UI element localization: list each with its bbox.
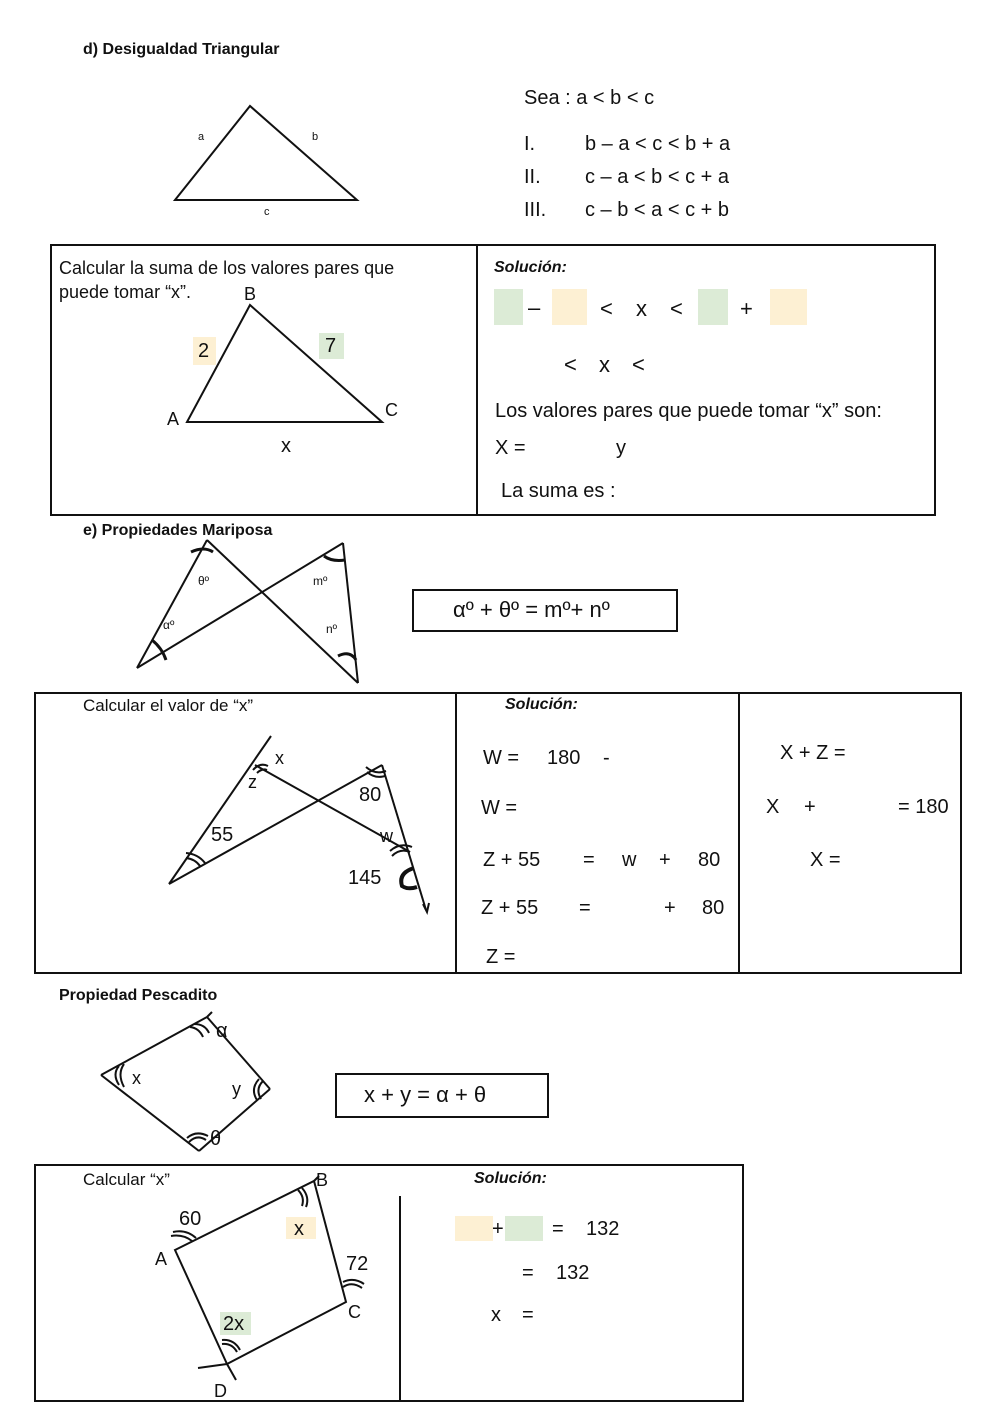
exercise-e-prompt: Calcular el valor de “x” [83,696,254,715]
rule-1-num: I. [524,133,536,155]
e-l3-w: w [622,849,637,871]
f-l1-eq: = [552,1218,564,1240]
vertex-f-d: D [214,1381,227,1401]
pescadito-theta: θ [210,1128,222,1150]
angle-n-label: nº [326,622,338,636]
section-f-title: Propiedad Pescadito [59,987,218,1004]
solution-e-label: Solución: [505,696,578,713]
angle-80-label: 80 [359,784,382,806]
blank-green-f[interactable] [505,1216,543,1241]
ineq2-lt-1: < [564,352,577,377]
e-col3-l2-plus: + [804,796,816,818]
f-l1-132: 132 [586,1218,620,1240]
e-l5-z: Z = [486,946,516,968]
y-word: y [616,437,626,459]
angle-x-label: x [275,748,284,768]
section-d-title: d) Desigualdad Triangular [83,41,280,58]
e-l3-80: 80 [698,849,721,871]
e-l3-eq: = [583,849,595,871]
rule-3-num: III. [524,199,547,221]
vertex-f-a: A [155,1249,168,1269]
pescadito-x: x [132,1068,141,1088]
ineq-lt-2: < [670,296,683,321]
ineq-x: x [636,296,647,321]
angle-72-label: 72 [346,1253,369,1275]
f-l3-x: x [491,1304,501,1326]
e-col3-l1: X + Z = [780,742,846,764]
triangle-label-c: c [264,206,270,218]
f-l2-eq: = [522,1262,534,1284]
e-l2-w: W = [481,797,518,819]
e-l3-plus: + [659,849,671,871]
ineq2-lt-2: < [632,352,645,377]
ineq-minus: – [528,295,541,320]
ineq-plus: + [740,296,753,321]
f-l2-132: 132 [556,1262,590,1284]
side-bc-value: 7 [325,335,337,357]
ineq2-x: x [599,352,610,377]
pescadito-formula: x + y = α + θ [364,1082,487,1107]
triangle-label-a: a [198,131,205,143]
e-l1-w: W = [483,747,520,769]
exercise-d-prompt-2: puede tomar “x”. [59,282,192,302]
sum-text: La suma es : [501,480,616,502]
triangle-label-b: b [312,131,319,143]
e-l4-plus: + [664,897,676,919]
angle-z-label: z [248,772,257,792]
angle-theta-label: θº [198,574,210,588]
rule-2-text: c – a < b < c + a [585,166,729,188]
blank-yellow-f[interactable] [455,1216,493,1241]
vertex-b: B [244,284,257,304]
rule-1-text: b – a < c < b + a [585,133,731,155]
vertex-f-c: C [348,1302,361,1322]
angle-m-label: mº [313,574,328,588]
rule-2-num: II. [524,166,541,188]
e-l4-z55: Z + 55 [481,897,539,919]
f-l1-plus: + [492,1218,504,1240]
section-e-title: e) Propiedades Mariposa [83,522,273,539]
side-ab-value: 2 [198,340,210,362]
angle-55-label: 55 [211,824,234,846]
angle-145-label: 145 [348,867,382,889]
even-values-text: Los valores pares que puede tomar “x” son: [495,400,882,422]
butterfly-formula: αº + θº = mº+ nº [453,597,610,622]
e-col3-l2-180: = 180 [898,796,949,818]
pescadito-y: y [232,1079,241,1099]
angle-60-label: 60 [179,1208,202,1230]
solution-d-label: Solución: [494,259,567,276]
exercise-d-prompt-1: Calcular la suma de los valores pares que [59,258,395,278]
rule-3-text: c – b < a < c + b [585,199,729,221]
e-col3-l2-x: X [766,796,780,818]
angle-x-label-f: x [294,1218,304,1240]
angle-2x-label: 2x [223,1313,245,1335]
e-l4-80: 80 [702,897,725,919]
angle-w-label: w [380,826,393,846]
vertex-f-b: B [316,1170,329,1190]
f-l3-eq: = [522,1304,534,1326]
e-l1-180: 180 [547,747,581,769]
ineq-lt-1: < [600,296,613,321]
angle-alpha-label: αº [163,618,175,632]
solution-f-label: Solución: [474,1170,547,1187]
exercise-f-prompt: Calcular “x” [83,1170,170,1189]
e-l4-eq: = [579,897,591,919]
vertex-c: C [385,400,398,420]
side-ac-value: x [281,435,291,457]
vertex-a: A [167,409,180,429]
x-equals: X = [495,437,526,459]
e-l1-minus: - [603,747,610,769]
sea-statement: Sea : a < b < c [524,87,655,109]
e-l3-z55: Z + 55 [483,849,541,871]
e-col3-l3: X = [810,849,841,871]
pescadito-alpha: α [216,1020,228,1042]
